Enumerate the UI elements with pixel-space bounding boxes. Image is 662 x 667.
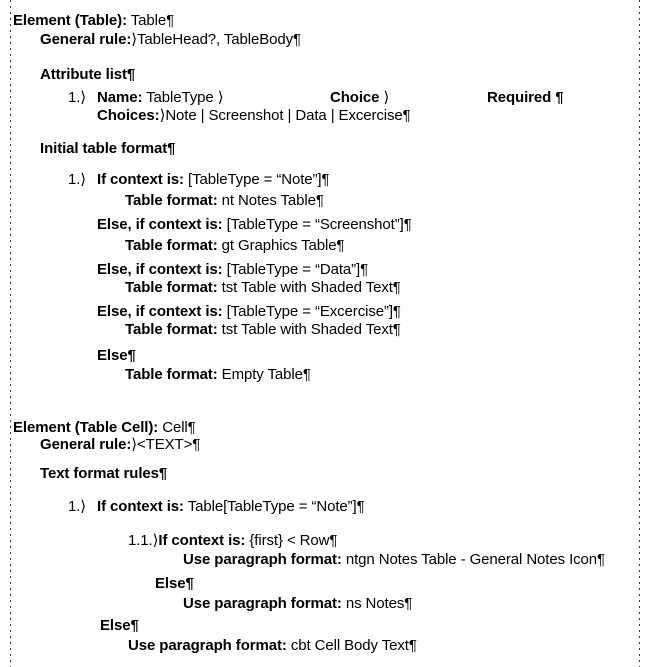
text-segment: [TableType = “Screenshot”]¶ <box>222 216 412 233</box>
text-chunk <box>13 12 174 30</box>
text-segment: Required ¶ <box>487 89 564 106</box>
text-segment: 1.⟩ <box>68 171 87 188</box>
text-chunk <box>97 261 368 279</box>
text-chunk <box>68 498 86 516</box>
text-segment: Else, if context is: <box>97 303 223 320</box>
text-chunk <box>183 551 605 569</box>
text-chunk <box>125 237 344 255</box>
paragraph-element-table-general-rule[interactable] <box>0 31 662 49</box>
text-chunk <box>97 303 401 321</box>
text-segment: tst Table with Shaded Text¶ <box>217 321 401 338</box>
text-segment: If context is: <box>158 532 246 549</box>
text-chunk <box>97 347 136 365</box>
text-segment: Text format rules¶ <box>40 465 168 482</box>
text-chunk <box>40 140 175 158</box>
text-segment: Name: <box>97 89 143 106</box>
text-chunk <box>128 532 337 550</box>
paragraph-attribute-1-choices[interactable] <box>0 107 662 125</box>
paragraph-itf-rule-2[interactable] <box>0 216 662 234</box>
text-chunk <box>128 637 417 655</box>
paragraph-itf-rule-2-format[interactable] <box>0 237 662 255</box>
text-chunk <box>183 595 412 613</box>
text-chunk <box>125 192 324 210</box>
paragraph-itf-rule-1-format[interactable] <box>0 192 662 210</box>
text-chunk <box>487 89 564 107</box>
text-chunk <box>40 465 167 483</box>
text-chunk <box>40 31 301 49</box>
paragraph-tfr-rule-1-1-format[interactable] <box>0 551 662 569</box>
paragraph-tfr-rule-1-1-else-format[interactable] <box>0 595 662 613</box>
paragraph-attribute-list-heading[interactable] <box>0 66 662 84</box>
paragraph-itf-else-format[interactable] <box>0 366 662 384</box>
text-segment: 1.⟩ <box>68 89 87 106</box>
text-segment: Use paragraph format: <box>183 595 342 612</box>
paragraph-attribute-1[interactable] <box>0 89 662 107</box>
paragraph-itf-rule-3-format[interactable] <box>0 279 662 297</box>
text-segment: [TableType = “Data”]¶ <box>222 261 369 278</box>
paragraph-initial-table-format-heading[interactable] <box>0 140 662 158</box>
text-segment: Table format: <box>125 192 218 209</box>
text-chunk <box>40 66 135 84</box>
text-segment: nt Notes Table¶ <box>217 192 324 209</box>
text-segment: Table format: <box>125 237 218 254</box>
text-segment: TableType ⟩ <box>142 89 224 106</box>
text-segment: 1.1.⟩ <box>128 532 159 549</box>
paragraph-itf-rule-3[interactable] <box>0 261 662 279</box>
paragraph-tfr-else[interactable] <box>0 617 662 635</box>
paragraph-tfr-else-format[interactable] <box>0 637 662 655</box>
text-segment: ns Notes¶ <box>341 595 413 612</box>
text-chunk <box>13 419 196 437</box>
text-chunk <box>97 498 365 516</box>
paragraph-tfr-rule-1[interactable] <box>0 498 662 516</box>
text-segment: ⟩ <box>379 89 390 106</box>
text-chunk <box>155 575 194 593</box>
text-chunk <box>97 89 223 107</box>
paragraph-element-cell-general-rule[interactable] <box>0 436 662 454</box>
text-chunk <box>97 107 411 125</box>
paragraph-text-format-rules-heading[interactable] <box>0 465 662 483</box>
text-chunk <box>68 89 86 107</box>
text-segment: tst Table with Shaded Text¶ <box>217 279 401 296</box>
paragraph-element-table-title[interactable] <box>0 12 662 30</box>
text-segment: 1.⟩ <box>68 498 87 515</box>
text-segment: If context is: <box>97 498 184 515</box>
text-segment: gt Graphics Table¶ <box>217 237 345 254</box>
text-segment: Table[TableType = “Note”]¶ <box>183 498 365 515</box>
text-segment: Cell¶ <box>158 419 196 436</box>
paragraph-itf-rule-4[interactable] <box>0 303 662 321</box>
text-segment: [TableType = “Note”]¶ <box>183 171 330 188</box>
text-segment: Initial table format¶ <box>40 140 176 157</box>
text-chunk <box>97 171 329 189</box>
text-segment: General rule: <box>40 436 132 453</box>
text-segment: Use paragraph format: <box>128 637 287 654</box>
text-segment: Element (Table Cell): <box>13 419 159 436</box>
text-segment: cbt Cell Body Text¶ <box>286 637 417 654</box>
text-segment: {first} < Row¶ <box>245 532 338 549</box>
text-chunk <box>97 216 412 234</box>
text-segment: Table¶ <box>126 12 175 29</box>
text-segment: Else¶ <box>97 347 136 364</box>
paragraph-itf-rule-4-format[interactable] <box>0 321 662 339</box>
text-chunk <box>100 617 139 635</box>
text-segment: General rule: <box>40 31 132 48</box>
text-segment: Table format: <box>125 366 218 383</box>
text-segment: [TableType = “Excercise”]¶ <box>222 303 401 320</box>
text-segment: Use paragraph format: <box>183 551 342 568</box>
text-segment: Choice <box>330 89 380 106</box>
paragraph-tfr-rule-1-1[interactable] <box>0 532 662 550</box>
text-chunk <box>330 89 389 107</box>
text-segment: Else¶ <box>155 575 194 592</box>
text-segment: Element (Table): <box>13 12 127 29</box>
text-segment: Else, if context is: <box>97 216 223 233</box>
paragraph-element-cell-title[interactable] <box>0 419 662 437</box>
paragraph-itf-rule-1[interactable] <box>0 171 662 189</box>
text-segment: If context is: <box>97 171 184 188</box>
text-segment: Choices: <box>97 107 160 124</box>
text-chunk <box>125 366 311 384</box>
text-segment: ⟩Note | Screenshot | Data | Excercise¶ <box>159 107 411 124</box>
text-segment: Table format: <box>125 321 218 338</box>
paragraph-tfr-rule-1-1-else[interactable] <box>0 575 662 593</box>
text-segment: ⟩TableHead?, TableBody¶ <box>131 31 302 48</box>
text-segment: Attribute list¶ <box>40 66 136 83</box>
text-segment: Else¶ <box>100 617 139 634</box>
text-chunk <box>125 321 401 339</box>
text-chunk <box>125 279 401 297</box>
text-segment: Empty Table¶ <box>217 366 311 383</box>
text-segment: ntgn Notes Table - General Notes Icon¶ <box>341 551 605 568</box>
text-chunk <box>40 436 200 454</box>
text-segment: Table format: <box>125 279 218 296</box>
text-segment: Else, if context is: <box>97 261 223 278</box>
paragraph-itf-else[interactable] <box>0 347 662 365</box>
text-chunk <box>68 171 86 189</box>
text-segment: ⟩<TEXT>¶ <box>131 436 201 453</box>
